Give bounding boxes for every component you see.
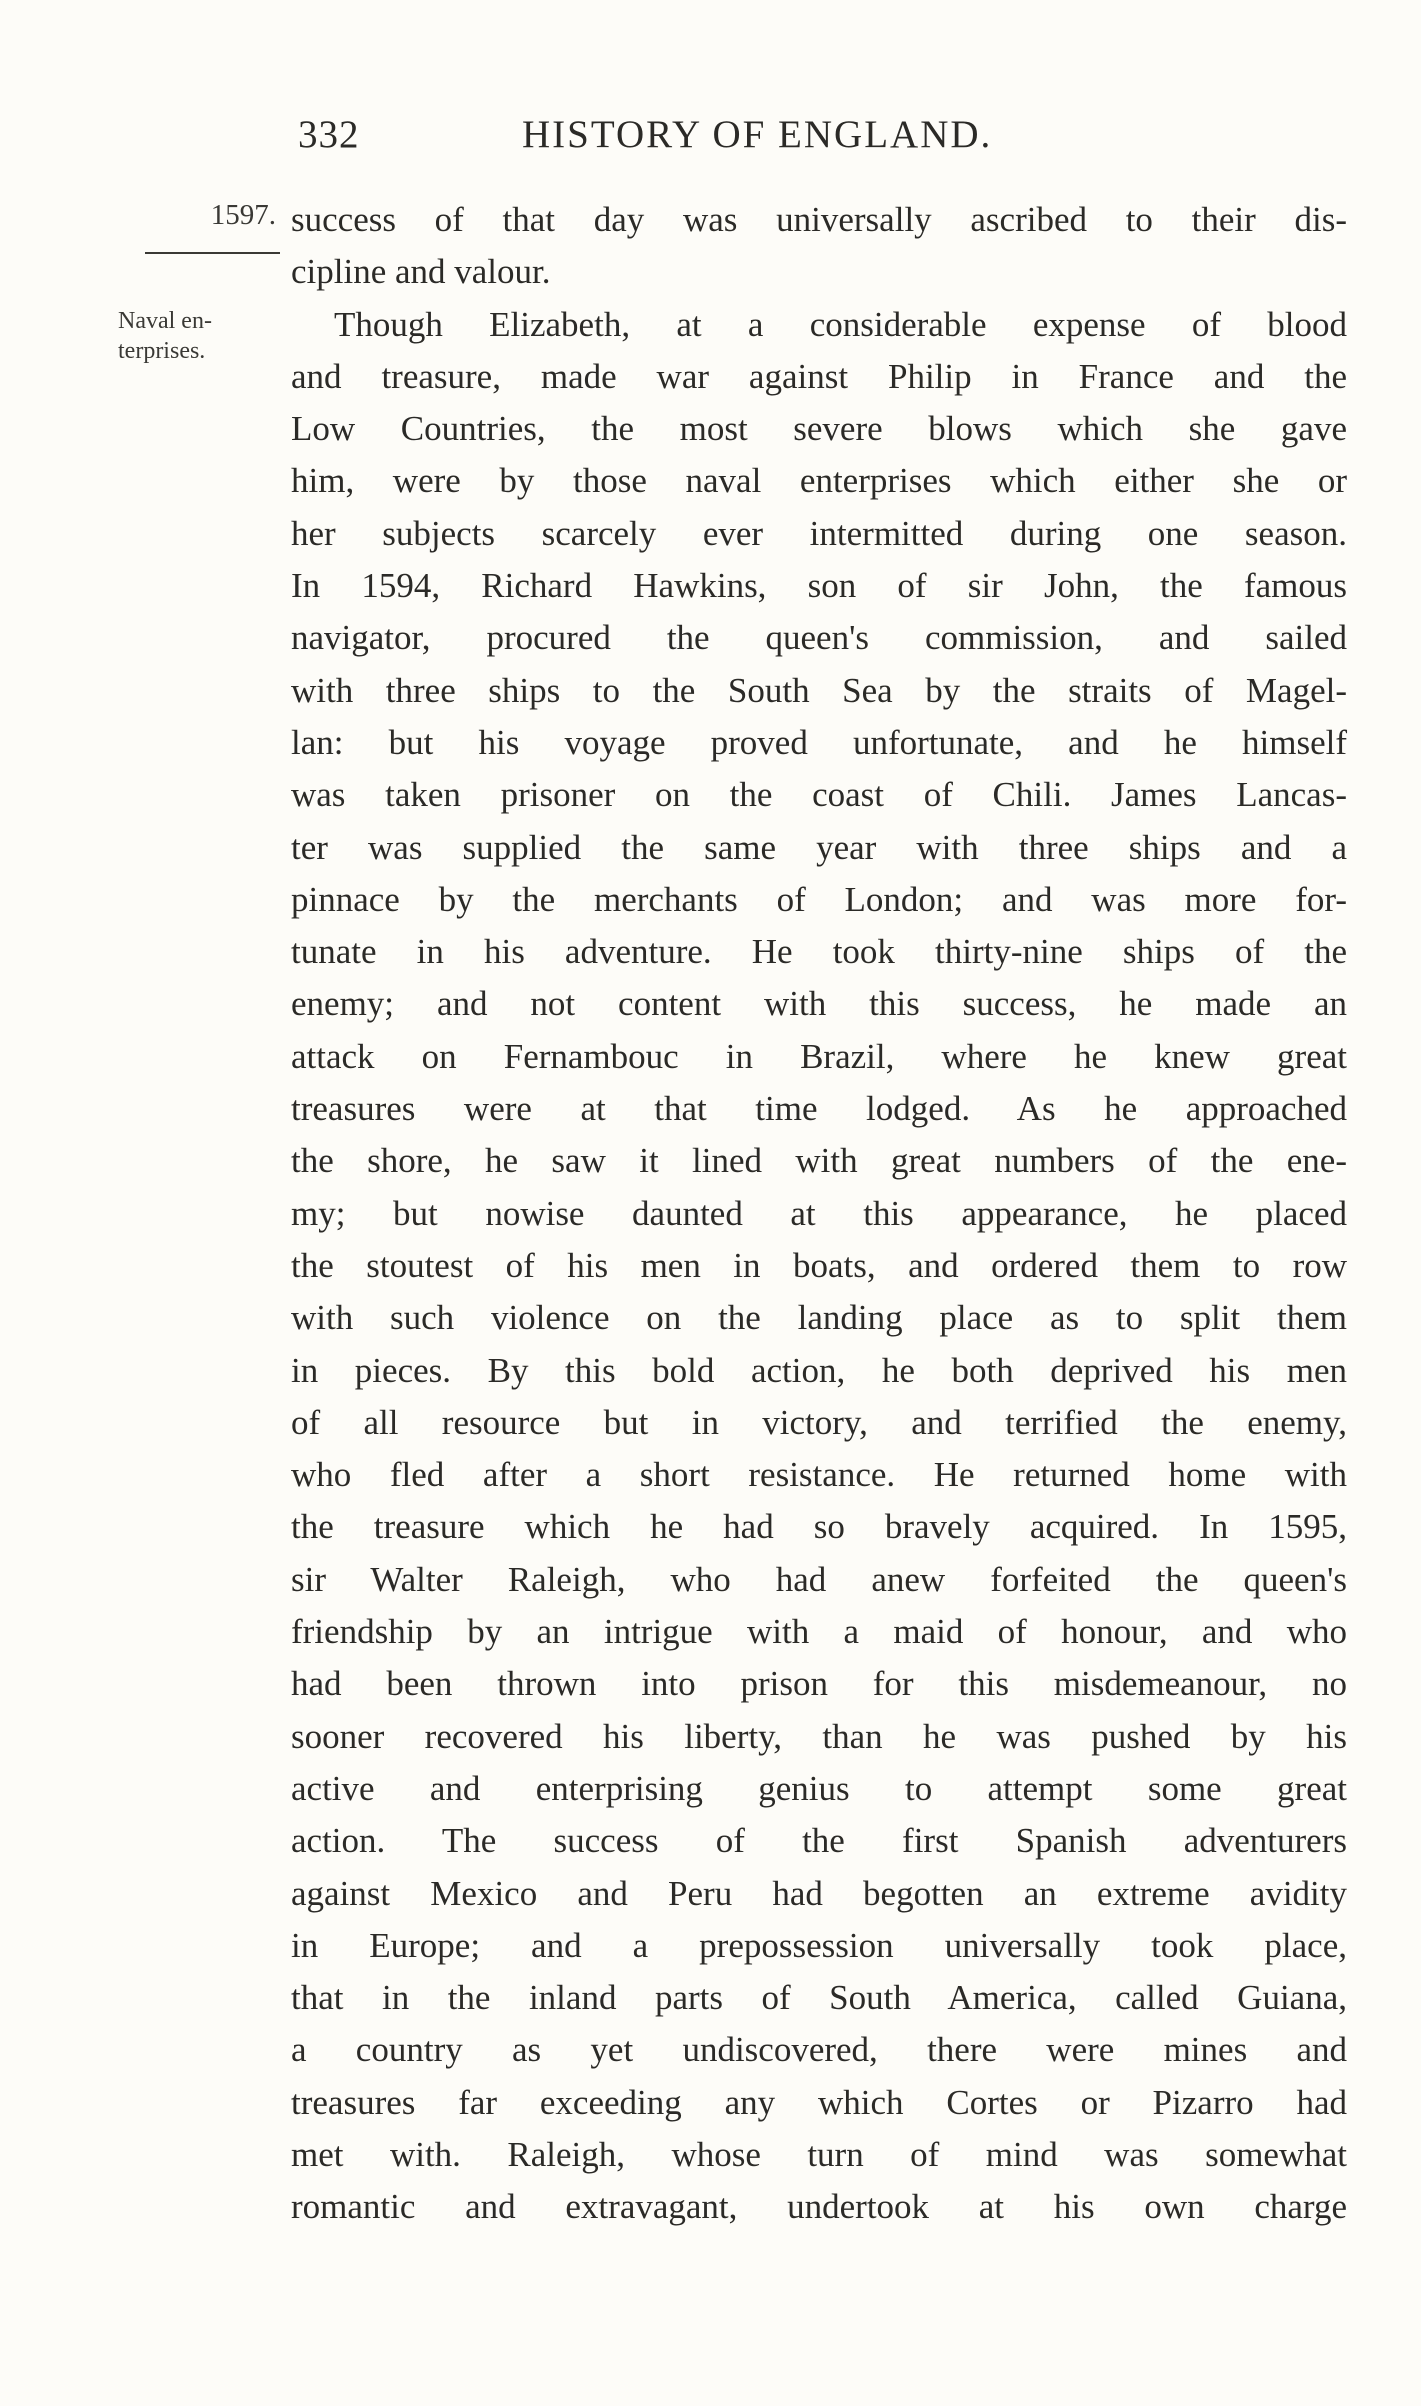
text-line: with such violence on the landing place as to split them <box>291 1298 1347 1338</box>
text-line: friendship by an intrigue with a maid of honour, and who <box>291 1612 1347 1652</box>
text-line: of all resource but in victory, and terrified the enemy, <box>291 1402 1347 1442</box>
text-line: attack on Fernambouc in Brazil, where he knew great <box>291 1036 1347 1076</box>
text-line: cipline and valour. <box>291 252 551 292</box>
text-line: action. The success of the first Spanish adventurers <box>291 1821 1347 1861</box>
text-line: enemy; and not content with this success, he made an <box>291 984 1347 1024</box>
text-line: ter was supplied the same year with three ships and a <box>291 827 1347 867</box>
text-line: him, were by those naval enterprises which either she or <box>291 461 1347 501</box>
text-line: treasures were at that time lodged. As he approached <box>291 1089 1347 1129</box>
text-line: and treasure, made war against Philip in France and the <box>291 356 1347 396</box>
text-line: the stoutest of his men in boats, and ordered them to row <box>291 1245 1347 1285</box>
text-line: the shore, he saw it lined with great numbers of the ene- <box>291 1141 1347 1181</box>
text-line: in pieces. By this bold action, he both deprived his men <box>291 1350 1347 1390</box>
text-line: tunate in his adventure. He took thirty-nine ships of the <box>291 932 1347 972</box>
text-line: who fled after a short resistance. He returned home with <box>291 1455 1347 1495</box>
text-line: active and enterprising genius to attempt some great <box>291 1768 1347 1808</box>
text-line: In 1594, Richard Hawkins, son of sir John, the famous <box>291 566 1347 606</box>
text-line: that in the inland parts of South America, called Guiana, <box>291 1978 1347 2018</box>
margin-note <box>118 306 278 366</box>
text-line: sooner recovered his liberty, than he was pushed by his <box>291 1716 1347 1756</box>
text-line: her subjects scarcely ever intermitted during one season. <box>291 513 1347 553</box>
text-line: met with. Raleigh, whose turn of mind was somewhat <box>291 2134 1347 2174</box>
paragraph-start-line: Though Elizabeth, at a considerable expense of blood <box>334 304 1347 344</box>
page-number: 332 <box>298 113 360 156</box>
margin-rule <box>145 252 280 254</box>
text-line: navigator, procured the queen's commission, and sailed <box>291 618 1347 658</box>
text-line: lan: but his voyage proved unfortunate, and he himself <box>291 722 1347 762</box>
running-title: HISTORY OF ENGLAND. <box>522 113 993 156</box>
text-line: had been thrown into prison for this misdemeanour, no <box>291 1664 1347 1704</box>
page-header <box>290 112 1110 172</box>
text-line: with three ships to the South Sea by the straits of Magel- <box>291 670 1347 710</box>
text-line: a country as yet undiscovered, there were mines and <box>291 2030 1347 2070</box>
text-line: pinnace by the merchants of London; and was more for- <box>291 879 1347 919</box>
text-line: romantic and extravagant, undertook at his own charge <box>291 2187 1347 2227</box>
text-line: treasures far exceeding any which Cortes or Pizarro had <box>291 2082 1347 2122</box>
text-line: Low Countries, the most severe blows which she gave <box>291 409 1347 449</box>
text-line: was taken prisoner on the coast of Chili. James Lancas- <box>291 775 1347 815</box>
margin-year: 1597. <box>210 199 276 231</box>
text-line: in Europe; and a prepossession universally took place, <box>291 1925 1347 1965</box>
text-line: sir Walter Raleigh, who had anew forfeited the queen's <box>291 1559 1347 1599</box>
text-line: success of that day was universally ascribed to their dis- <box>291 200 1347 239</box>
text-line: the treasure which he had so bravely acquired. In 1595, <box>291 1507 1347 1547</box>
body-text <box>291 194 1347 2234</box>
text-line: my; but nowise daunted at this appearance, he placed <box>291 1193 1347 1233</box>
text-line: against Mexico and Peru had begotten an extreme avidity <box>291 1873 1347 1913</box>
margin-note-line: Naval en- <box>118 308 212 334</box>
margin-note-line: terprises. <box>118 338 206 364</box>
